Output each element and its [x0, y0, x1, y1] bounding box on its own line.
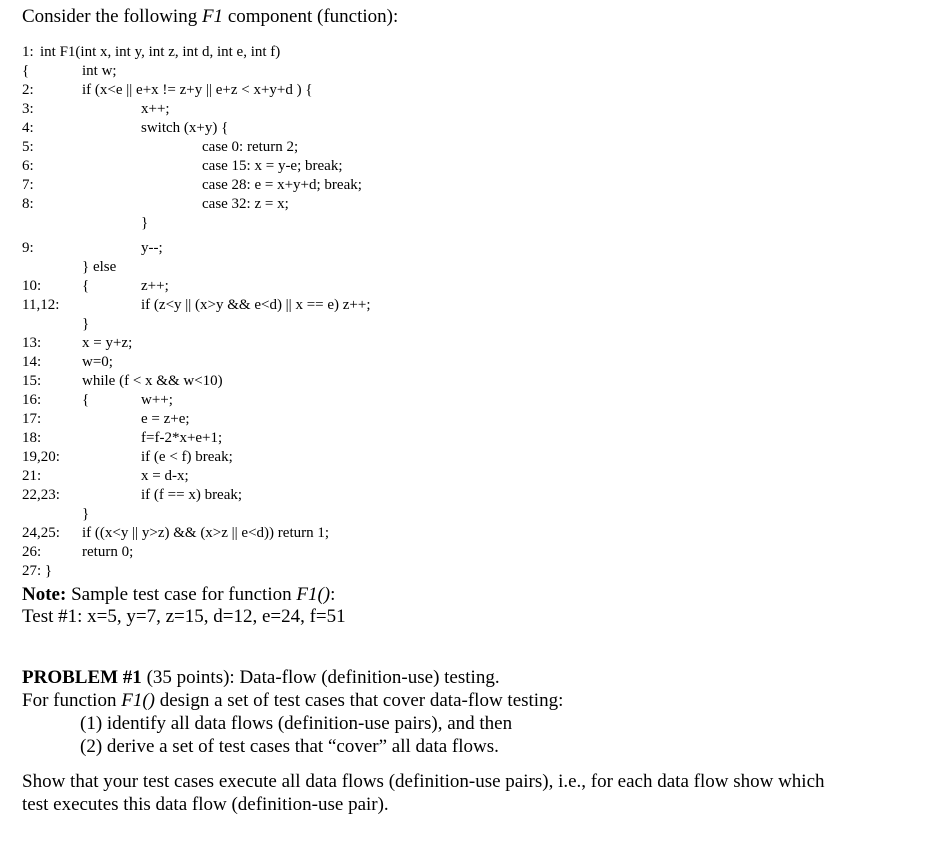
- code-line-number: 2:: [22, 82, 34, 98]
- code-line-text: case 0: return 2;: [202, 139, 299, 155]
- code-line-text-inline: w++;: [141, 392, 173, 408]
- code-line-number: 18:: [22, 430, 42, 446]
- code-line-text: f=f-2*x+e+1;: [141, 430, 223, 446]
- code-line-text: {: [82, 392, 90, 408]
- code-line-text: case 15: x = y-e; break;: [202, 158, 343, 174]
- sample-test-case: Test #1: x=5, y=7, z=15, d=12, e=24, f=51: [22, 606, 346, 627]
- code-line-number: 11,12:: [22, 297, 60, 313]
- code-line-text: case 32: z = x;: [202, 196, 289, 212]
- code-line-number: 10:: [22, 278, 42, 294]
- problem-heading: [22, 667, 500, 689]
- problem-instruction-suffix: design a set of test cases that cover data-flow testing:: [154, 690, 564, 711]
- code-line-text: int F1(int x, int y, int z, int d, int e, int f): [40, 44, 281, 60]
- note-function: F1(): [296, 584, 331, 605]
- code-line-number: 24,25:: [22, 525, 60, 541]
- code-line-text: case 28: e = x+y+d; break;: [202, 177, 362, 193]
- show-instruction-line-1: Show that your test cases execute all data flows (definition-use pairs), i.e., for each data flow show which: [22, 771, 825, 792]
- code-line-number: 14:: [22, 354, 42, 370]
- code-line-text: if (e < f) break;: [141, 449, 233, 465]
- note-line: [22, 584, 335, 606]
- code-line-text: }: [82, 506, 90, 522]
- code-line-text: if ((x<y || y>z) && (x>z || e<d)) return 1;: [82, 525, 330, 541]
- code-line-number: 16:: [22, 392, 42, 408]
- problem-function: F1(): [121, 690, 155, 711]
- code-line-text: int w;: [82, 63, 117, 79]
- problem-heading-rest: (35 points): Data-flow (definition-use) testing.: [141, 667, 500, 688]
- code-line-number: 4:: [22, 120, 34, 136]
- title-function-name: F1: [201, 6, 224, 27]
- code-line-number: 7:: [22, 177, 34, 193]
- code-line-text: switch (x+y) {: [141, 120, 229, 136]
- code-line-text: if (z<y || (x>y && e<d) || x == e) z++;: [141, 297, 371, 313]
- code-line-text: }: [82, 316, 90, 332]
- title-prefix: Consider the following: [22, 6, 202, 27]
- code-line-text: y--;: [141, 240, 163, 256]
- code-line-number: {: [22, 63, 30, 79]
- code-line-number: 8:: [22, 196, 34, 212]
- code-line-text: return 0;: [82, 544, 134, 560]
- problem-instruction-prefix: For function: [22, 690, 122, 711]
- code-line-text: }: [141, 215, 149, 231]
- code-line-number: 27: }: [22, 563, 53, 579]
- page-title: [22, 6, 398, 28]
- code-line-number: 19,20:: [22, 449, 60, 465]
- problem-label: PROBLEM #1: [22, 667, 142, 688]
- code-line-text: x = y+z;: [82, 335, 133, 351]
- code-line-number: 21:: [22, 468, 42, 484]
- problem-step-1: (1) identify all data flows (definition-use pairs), and then: [80, 713, 513, 734]
- code-line-number: 9:: [22, 240, 34, 256]
- code-line-number: 13:: [22, 335, 42, 351]
- code-line-number: 15:: [22, 373, 42, 389]
- code-line-number: 26:: [22, 544, 42, 560]
- code-line-text: } else: [82, 259, 117, 275]
- code-line-number: 17:: [22, 411, 42, 427]
- code-line-text: e = z+e;: [141, 411, 190, 427]
- code-line-number: 1:: [22, 44, 34, 60]
- note-text: Sample test case for function: [66, 584, 297, 605]
- code-line-number: 5:: [22, 139, 34, 155]
- show-instruction-line-2: test executes this data flow (definition-use pair).: [22, 794, 389, 815]
- code-line-number: 3:: [22, 101, 34, 117]
- code-line-text: while (f < x && w<10): [82, 373, 223, 389]
- note-colon: :: [330, 584, 336, 605]
- code-line-text: x++;: [141, 101, 170, 117]
- code-line-text: {: [82, 278, 90, 294]
- problem-instruction: [22, 690, 563, 712]
- code-line-text: x = d-x;: [141, 468, 189, 484]
- title-suffix: component (function):: [223, 6, 399, 27]
- note-label: Note:: [22, 584, 67, 605]
- code-line-text: if (x<e || e+x != z+y || e+z < x+y+d ) {: [82, 82, 313, 98]
- code-line-number: 22,23:: [22, 487, 60, 503]
- problem-step-2: (2) derive a set of test cases that “cover” all data flows.: [80, 736, 499, 757]
- code-line-number: 6:: [22, 158, 34, 174]
- code-line-text: w=0;: [82, 354, 113, 370]
- code-line-text-inline: z++;: [141, 278, 169, 294]
- code-line-text: if (f == x) break;: [141, 487, 243, 503]
